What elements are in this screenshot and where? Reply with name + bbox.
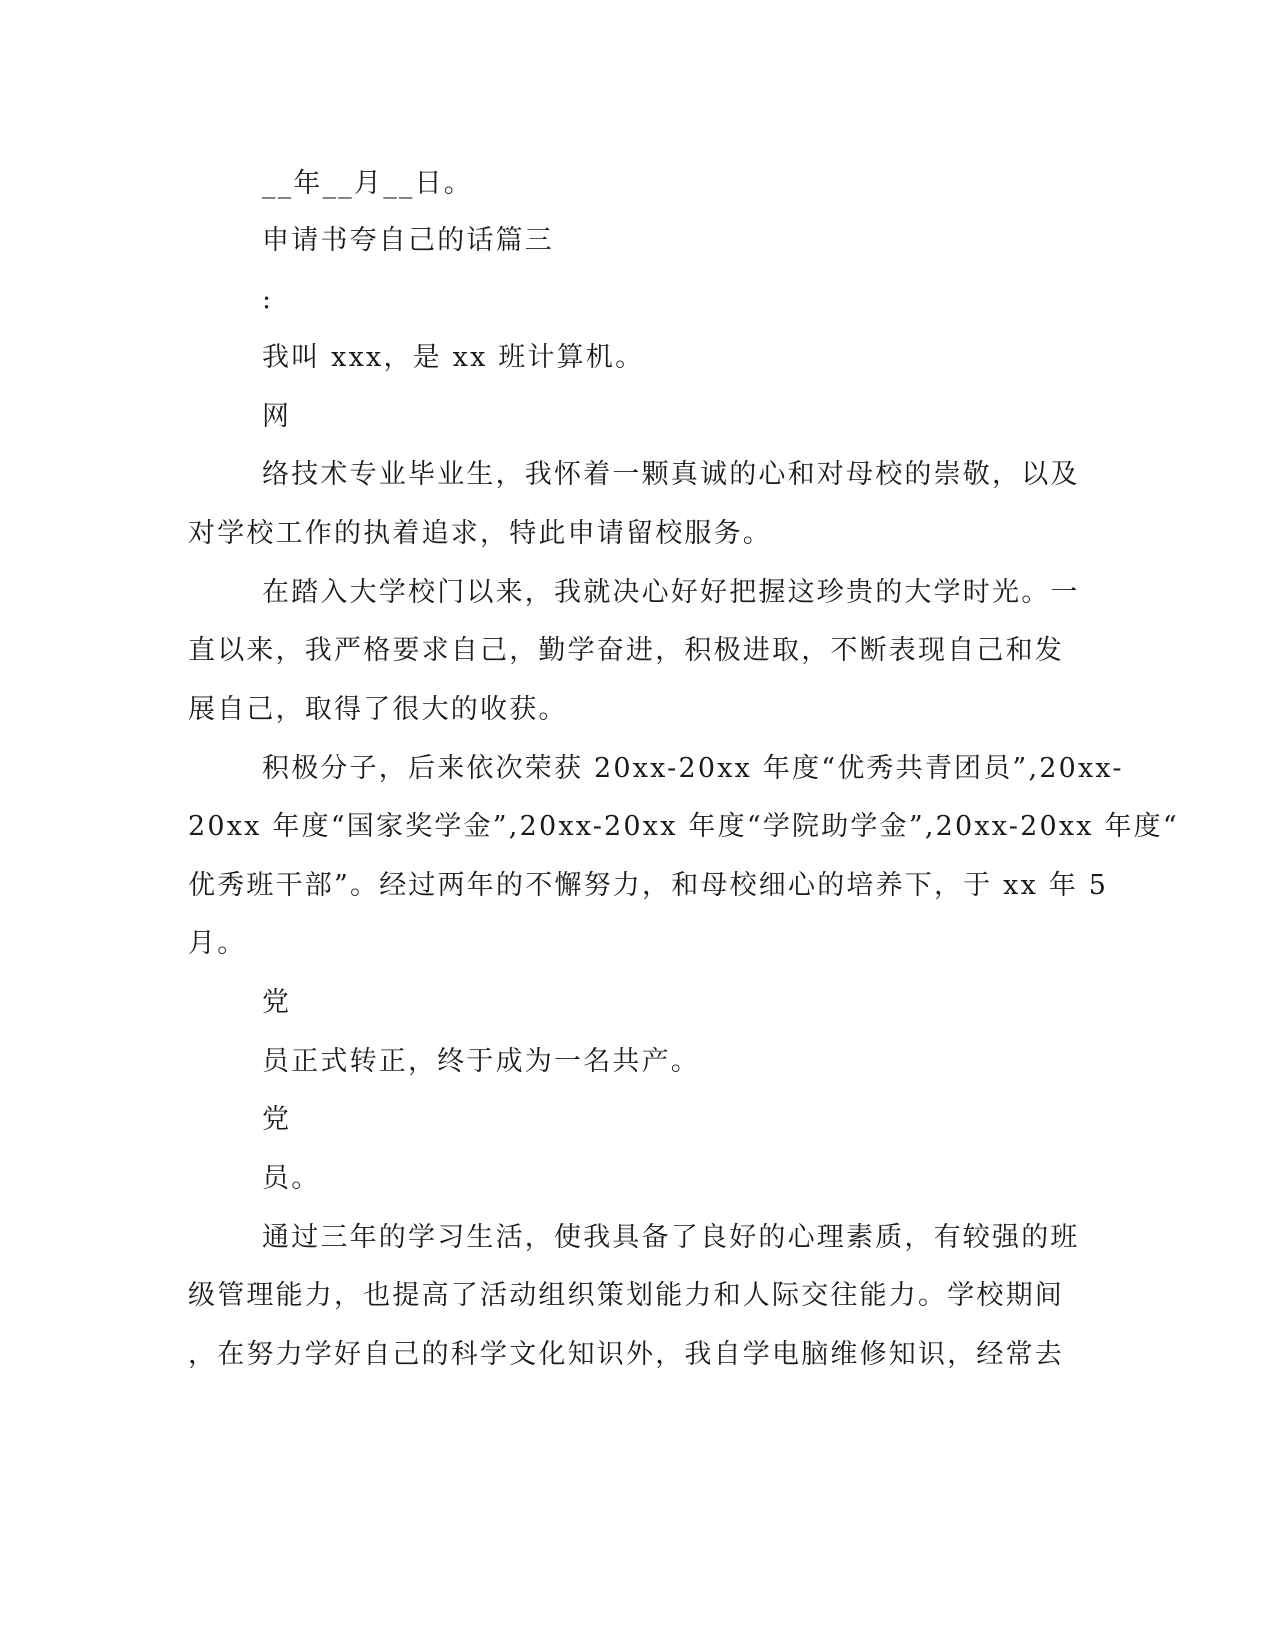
paragraph-line: 络技术专业毕业生，我怀着一颗真诚的心和对母校的崇敬，以及 [262,459,1080,490]
paragraph-line: 在踏入大学校门以来，我就决心好好把握这珍贵的大学时光。一 [262,577,1080,608]
paragraph-line: 网 [262,401,292,432]
paragraph-line: 优秀班干部”。经过两年的不懈努力，和母校细心的培养下，于 xx 年 5 [188,870,1109,901]
paragraph-line: 员正式转正，终于成为一名共产。 [262,1046,700,1077]
paragraph-line: 党 [262,1104,292,1135]
paragraph-line: ，在努力学好自己的科学文化知识外，我自学电脑维修知识，经常去 [188,1339,1064,1370]
paragraph-line: 20xx 年度“国家奖学金”,20xx-20xx 年度“学院助学金”,20xx-20xx 年度“ [188,811,1179,842]
paragraph-line: 通过三年的学习生活，使我具备了良好的心理素质，有较强的班 [262,1222,1080,1253]
paragraph-line: 我叫 xxx，是 xx 班计算机。 [262,342,645,373]
section-heading: 申请书夸自己的话篇三 [262,225,554,256]
paragraph-line: 积极分子，后来依次荣获 20xx-20xx 年度“优秀共青团员”,20xx- [262,753,1124,784]
paragraph-line: 对学校工作的执着追求，特此申请留校服务。 [188,518,772,549]
salutation-colon: : [262,284,274,315]
paragraph-line: 月。 [188,928,247,959]
paragraph-line: 员。 [262,1163,321,1194]
paragraph-line: 党 [262,987,292,1018]
date-line: __年__月__日。 [262,168,473,199]
paragraph-line: 级管理能力，也提高了活动组织策划能力和人际交往能力。学校期间 [188,1280,1064,1311]
paragraph-line: 直以来，我严格要求自己，勤学奋进，积极进取，不断表现自己和发 [188,635,1064,666]
paragraph-line: 展自己，取得了很大的收获。 [188,694,568,725]
